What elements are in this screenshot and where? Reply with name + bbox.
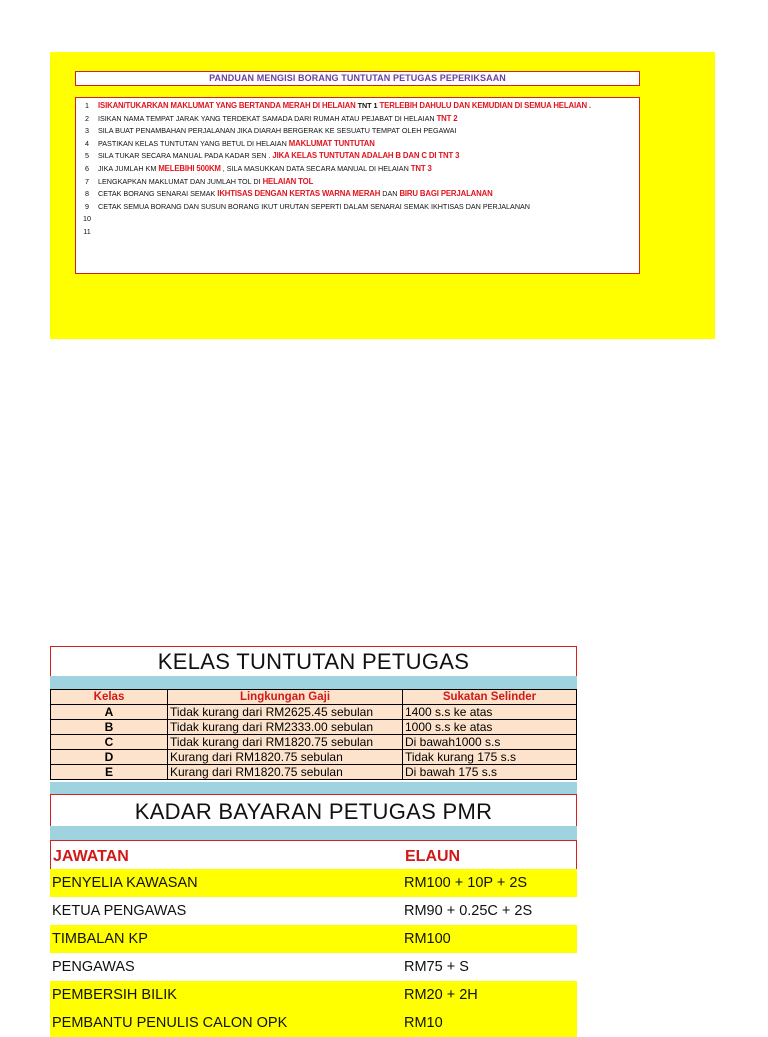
- kelas-header-selinder: Sukatan Selinder: [403, 690, 577, 705]
- elaun-cell: RM90 + 0.25C + 2S: [404, 903, 533, 919]
- selinder-cell: 1400 s.s ke atas: [403, 705, 577, 720]
- guide-item-number: 10: [83, 214, 91, 224]
- guide-item-text: ISIKAN NAMA TEMPAT JARAK YANG TERDEKAT SAMADA DARI RUMAH ATAU PEJABAT DI HELAIAN: [98, 113, 437, 123]
- jawatan-cell: KETUA PENGAWAS: [52, 903, 187, 919]
- gaji-cell: Kurang dari RM1820.75 sebulan: [168, 750, 403, 765]
- kelas-cell: C: [51, 735, 168, 750]
- list-item: [50, 953, 577, 981]
- selinder-cell: 1000 s.s ke atas: [403, 720, 577, 735]
- guide-item-text: TNT 3: [410, 164, 432, 173]
- table-row: [51, 750, 577, 765]
- kelas-header-gaji: Lingkungan Gaji: [168, 690, 403, 705]
- guide-item-text: ISIKAN/TUKARKAN MAKLUMAT YANG BERTANDA MERAH DI HELAIAN: [98, 101, 358, 110]
- guide-item-text: PASTIKAN KELAS TUNTUTAN YANG BETUL DI HELAIAN: [98, 138, 289, 148]
- guide-item-text: CETAK SEMUA BORANG DAN SUSUN BORANG IKUT URUTAN SEPERTI DALAM SENARAI SEMAK IKHTISAS DAN PERJALANAN: [98, 201, 531, 211]
- guide-item: [76, 125, 456, 137]
- kelas-header-kelas: Kelas: [51, 690, 168, 705]
- guide-item-text: LENGKAPKAN MAKLUMAT DAN JUMLAH TOL DI: [98, 176, 263, 186]
- guide-item-number: 5: [85, 151, 89, 161]
- guide-panel: [50, 52, 715, 339]
- guide-item-number: 7: [85, 176, 89, 186]
- guide-item: [76, 113, 457, 125]
- guide-item-text: TNT 1: [357, 101, 380, 110]
- guide-item-text: SILA TUKAR SECARA MANUAL PADA KADAR SEN .: [98, 151, 273, 161]
- kadar-header: [50, 840, 577, 870]
- guide-item-text: CETAK BORANG SENARAI SEMAK: [98, 189, 218, 199]
- jawatan-cell: PENYELIA KAWASAN: [52, 875, 198, 891]
- guide-item-text: IKHTISAS DENGAN KERTAS WARNA MERAH: [217, 189, 381, 199]
- table-row: [51, 705, 577, 720]
- gaji-cell: Tidak kurang dari RM2625.45 sebulan: [168, 705, 403, 720]
- guide-item: [76, 138, 375, 150]
- jawatan-cell: PEMBERSIH BILIK: [52, 987, 177, 1003]
- selinder-cell: Tidak kurang 175 s.s: [403, 750, 577, 765]
- guide-item: [76, 213, 98, 225]
- kelas-cell: E: [51, 765, 168, 780]
- gaji-cell: Tidak kurang dari RM1820.75 sebulan: [168, 735, 403, 750]
- kelas-band: [50, 676, 577, 689]
- gaji-cell: Tidak kurang dari RM2333.00 sebulan: [168, 720, 403, 735]
- guide-item-text: JIKA JUMLAH KM: [98, 164, 159, 173]
- elaun-cell: RM100: [404, 931, 451, 947]
- guide-item-number: 2: [85, 113, 89, 123]
- guide-item: [76, 100, 591, 112]
- selinder-cell: Di bawah1000 s.s: [403, 735, 577, 750]
- guide-item-number: 9: [85, 201, 89, 211]
- guide-item-number: 3: [85, 126, 89, 136]
- list-item: [50, 897, 577, 925]
- list-item: [50, 869, 577, 897]
- guide-item-number: 11: [83, 227, 91, 236]
- guide-item-text: TERLEBIH DAHULU DAN KEMUDIAN DI SEMUA HELAIAN .: [379, 101, 591, 110]
- guide-item-text: JIKA KELAS TUNTUTAN ADALAH B DAN C DI TNT 3: [272, 151, 460, 161]
- guide-item-text: MELEBIHI 500KM: [158, 164, 221, 173]
- guide-item-text: DAN: [380, 189, 400, 199]
- list-item: [50, 925, 577, 953]
- guide-item-text: HELAIAN TOL: [262, 176, 314, 186]
- kelas-title: KELAS TUNTUTAN PETUGAS: [50, 646, 577, 677]
- kadar-header-jawatan: JAWATAN: [53, 848, 129, 865]
- guide-item-number: 4: [85, 138, 89, 148]
- kelas-cell: A: [51, 705, 168, 720]
- guide-item: [76, 226, 98, 238]
- guide-item-number: 6: [85, 164, 89, 173]
- jawatan-cell: PENGAWAS: [52, 959, 135, 975]
- guide-item: [76, 163, 432, 175]
- guide-list: [75, 97, 640, 274]
- elaun-cell: RM10: [404, 1015, 443, 1031]
- guide-item-number: 1: [85, 101, 89, 110]
- gaji-cell: Kurang dari RM1820.75 sebulan: [168, 765, 403, 780]
- guide-item-number: 8: [85, 189, 89, 199]
- guide-item-text: , SILA MASUKKAN DATA SECARA MANUAL DI HELAIAN: [220, 164, 411, 173]
- jawatan-cell: PEMBANTU PENULIS CALON OPK: [52, 1015, 288, 1031]
- guide-item: [76, 188, 493, 200]
- list-item: [50, 981, 577, 1009]
- guide-item-text: BIRU BAGI PERJALANAN: [399, 189, 493, 199]
- elaun-cell: RM20 + 2H: [404, 987, 478, 1003]
- table-row: [51, 765, 577, 780]
- guide-item: [76, 150, 459, 162]
- jawatan-cell: TIMBALAN KP: [52, 931, 148, 947]
- guide-item: [76, 201, 530, 213]
- list-item: [50, 1009, 577, 1037]
- guide-item-text: MAKLUMAT TUNTUTAN: [288, 138, 375, 148]
- table-row: [51, 720, 577, 735]
- kadar-header-elaun: ELAUN: [405, 848, 461, 865]
- kadar-title: KADAR BAYARAN PETUGAS PMR: [50, 794, 577, 827]
- kelas-cell: D: [51, 750, 168, 765]
- kadar-band: [50, 826, 577, 840]
- guide-title: PANDUAN MENGISI BORANG TUNTUTAN PETUGAS PEPERIKSAAN: [75, 71, 640, 86]
- guide-item: [76, 176, 313, 188]
- selinder-cell: Di bawah 175 s.s: [403, 765, 577, 780]
- elaun-cell: RM75 + S: [404, 959, 469, 975]
- elaun-cell: RM100 + 10P + 2S: [404, 875, 528, 891]
- kelas-cell: B: [51, 720, 168, 735]
- kelas-table: [50, 689, 577, 780]
- guide-item-text: TNT 2: [436, 113, 458, 123]
- kelas-band-bottom: [50, 782, 577, 794]
- table-row: [51, 735, 577, 750]
- guide-item-text: SILA BUAT PENAMBAHAN PERJALANAN JIKA DIARAH BERGERAK KE SESUATU TEMPAT OLEH PEGAWAI: [98, 126, 457, 136]
